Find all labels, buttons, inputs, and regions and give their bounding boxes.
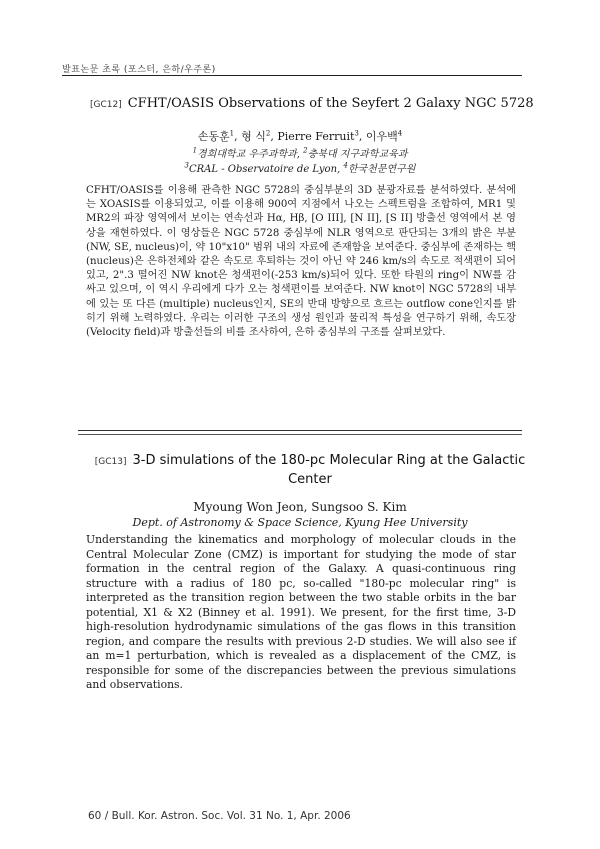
paper1-code: [GC12] [90, 100, 122, 110]
paper1-affil-line2: $^3$CRAL - Observatoire de Lyon, $^4$한국천문연구원 [184, 161, 416, 175]
paper2-title-block [90, 452, 530, 488]
page-footer: 60 / Bull. Kor. Astron. Soc. Vol. 31 No. 1, Apr. 2006 [88, 810, 351, 822]
paper1-title-line [90, 96, 540, 111]
paper2-affil: Dept. of Astronomy & Space Science, Kyung Hee University [132, 516, 468, 529]
paper2-title-line2: Center [288, 472, 332, 487]
paper2-title-line1: 3-D simulations of the 180-pc Molecular Ring at the Galactic [132, 453, 526, 468]
section-divider-top [78, 430, 522, 431]
section-header: 발표논문 초록 (포스터, 은하/우주론) [62, 65, 216, 75]
paper2-code: [GC13] [94, 457, 127, 467]
header-rule [62, 75, 522, 76]
paper1-authors: 손동훈$^1$, 형 식$^2$, Pierre Ferruit$^3$, 이우백$^4$ [197, 129, 403, 143]
paper2-abstract: Understanding the kinematics and morphology of molecular clouds in the Central Molecular Zone (CMZ) is important for studying the mode of star formation in the central region of the Galaxy. A quasi-continuous ring structure with a radius of 180 pc, so-called "180-pc molecular ring" is interpreted as the transition region between the two stable orbits in the bar potential, X1 & X2 (Binney et al. 1991). We present, for the first time, 3-D high-resolution hydrodynamic simulations of the gas flows in this transition region, and compare the results with previous 2-D studies. We will also see if an m=1 perturbation, which is revealed as a displacement of the CMZ, is responsible for some of the discrepancies between the previous simulations and observations. [86, 533, 516, 691]
paper2-authors: Myoung Won Jeon, Sungsoo S. Kim [193, 500, 407, 514]
paper1-affil-line1: $^1$경희대학교 우주과학과, $^2$충북대 지구과학교육과 [192, 146, 408, 160]
paper1-abstract: CFHT/OASIS를 이용해 관측한 NGC 5728의 중심부분의 3D 분광자료를 분석하였다. 분석에는 XOASIS를 이용되었고, 이를 이용해 900여 지점에서 나오는 스펙트럼을 조합하여, MR1 및 MR2의 파장 영역에서 보이는 연속선과 Hα, Hβ, [O III], [N II], [S II] 방출선 영역에서 본 영상을 재현하였다. 이 영상들은 NGC 5728 중심부에 NLR 영역으로 판단되는 3개의 밝은 부분(NW, SE, nucleus)이, 약 10"x10" 범위 내의 자료에 존재함을 보여준다. 중심부에 존재하는 핵(nucleus)은 은하전체와 같은 속도로 후퇴하는 것이 아닌 약 246 km/s의 속도로 적색편이 되어있고, 2".3 떨어진 NW knot은 청색편이(-253 km/s)되어 있다. 또한 타원의 ring이 NW를 감싸고 있으며, 이 역시 우리에게 다가 오는 청색편이를 보여준다. NW knot이 NGC 5728의 내부에 있는 또 다른 (multiple) nucleus인지, SE의 반대 방향으로 흐르는 outflow cone인지를 밝히기 위해 노력하였다. 우리는 이러한 구조의 생성 원인과 물리적 특성을 연구하기 위해, 속도장(Velocity field)과 방출선들의 비를 조사하여, 은하 중심부의 구조를 살펴보았다. [86, 185, 516, 339]
paper1-title: CFHT/OASIS Observations of the Seyfert 2 Galaxy NGC 5728 [127, 96, 534, 111]
section-divider-bottom [78, 434, 522, 435]
